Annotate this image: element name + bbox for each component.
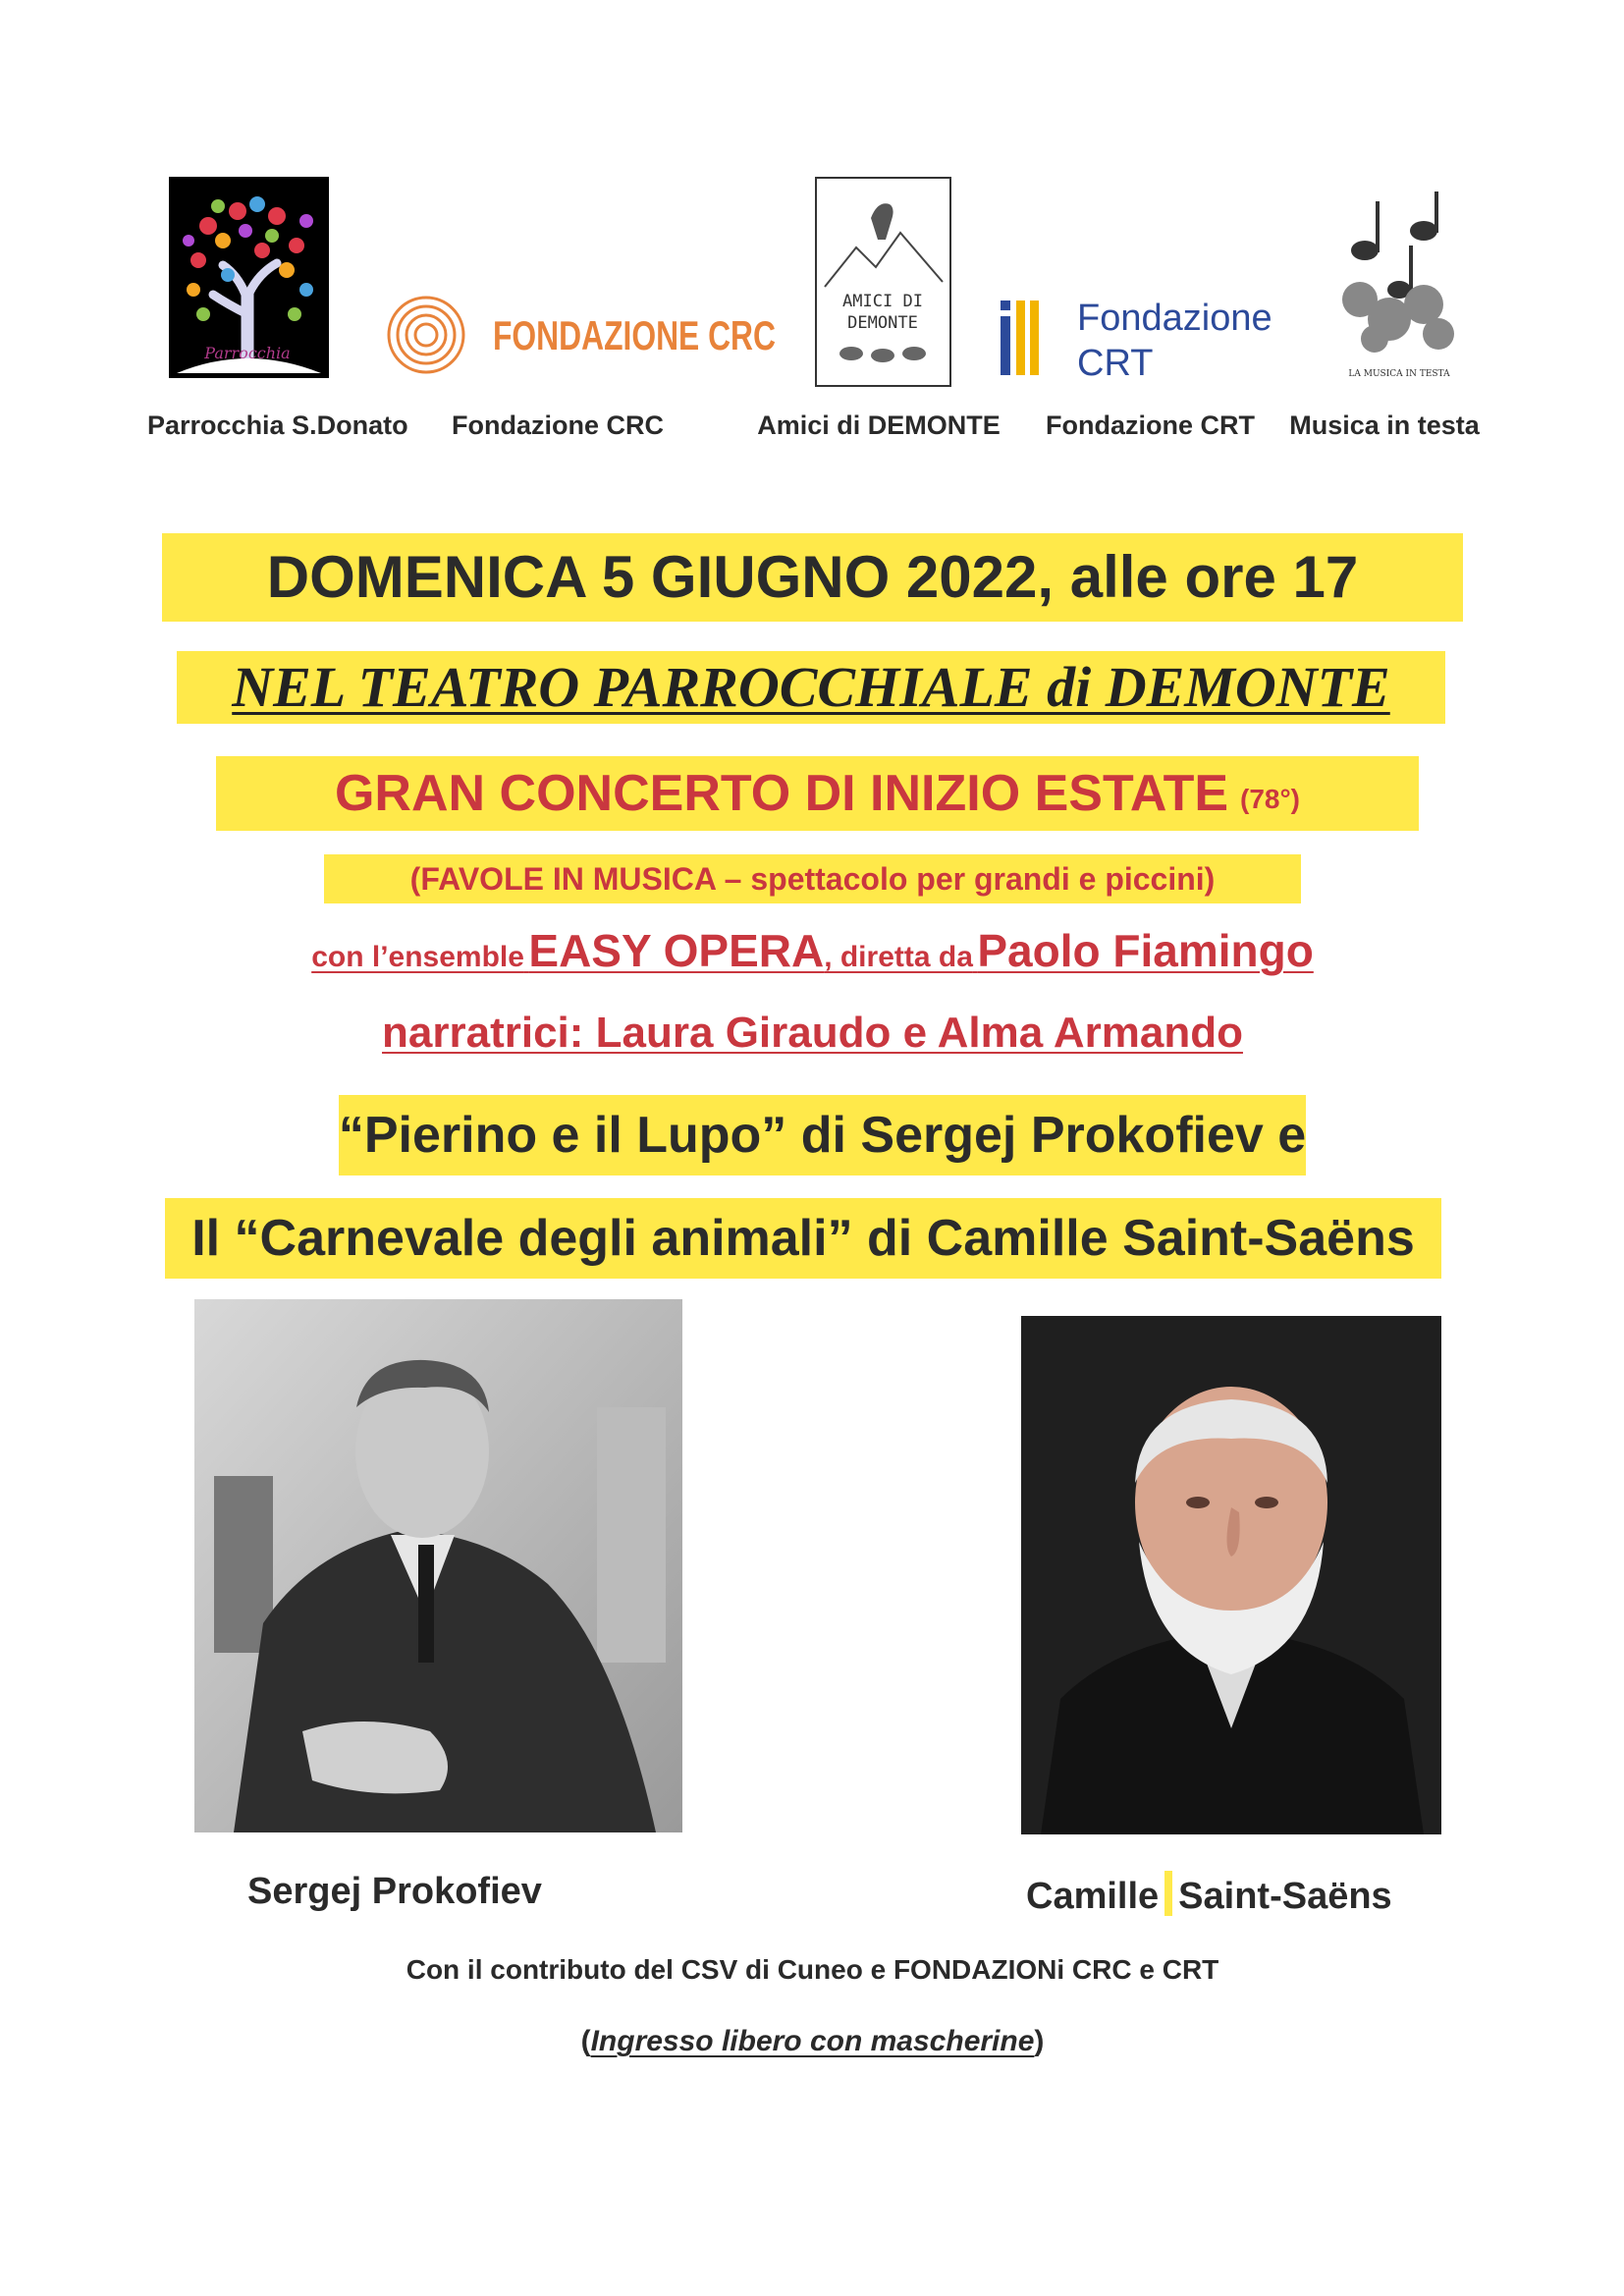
fondazione-crc-logo bbox=[383, 293, 781, 377]
svg-text:LA MUSICA IN TESTA: LA MUSICA IN TESTA bbox=[1348, 369, 1450, 379]
crc-rings-icon bbox=[383, 293, 781, 377]
event-title: GRAN CONCERTO DI INIZIO ESTATE (78°) bbox=[216, 756, 1419, 831]
work-saint-saens-line: Il “Carnevale degli animali” di Camille Saint-Saëns bbox=[165, 1198, 1441, 1279]
amici-di-demonte-logo bbox=[815, 177, 951, 387]
music-notes-icon bbox=[1330, 191, 1468, 383]
entry-note: (Ingresso libero con mascherine) bbox=[580, 2025, 1045, 2057]
musica-in-testa-logo bbox=[1330, 191, 1468, 383]
svg-text:DEMONTE: DEMONTE bbox=[847, 313, 918, 333]
prokofiev-portrait bbox=[194, 1299, 682, 1832]
ensemble-line bbox=[226, 925, 1399, 983]
sponsor-caption-parrocchia: Parrocchia S.Donato bbox=[147, 410, 408, 440]
crt-bars-icon bbox=[997, 295, 1281, 385]
director-prefix: , diretta da bbox=[824, 941, 973, 973]
edition-badge: (78°) bbox=[1240, 784, 1301, 814]
ensemble-prefix: con l’ensemble bbox=[311, 941, 524, 973]
ensemble-name: EASY OPERA bbox=[528, 925, 825, 976]
svg-text:FONDAZIONE CRC: FONDAZIONE CRC bbox=[493, 312, 776, 358]
event-venue-line: NEL TEATRO PARROCCHIALE di DEMONTE bbox=[177, 651, 1445, 724]
event-date-line: DOMENICA 5 GIUGNO 2022, alle ore 17 bbox=[162, 533, 1463, 622]
saint-saens-portrait bbox=[1021, 1316, 1441, 1834]
saint-saens-caption: Camille Saint-Saëns bbox=[1026, 1871, 1392, 1918]
narrators-line: narratrici: Laura Giraudo e Alma Armando bbox=[382, 1009, 1243, 1057]
sponsor-caption-crc: Fondazione CRC bbox=[452, 410, 664, 440]
bird-on-mountain-icon bbox=[817, 179, 949, 385]
svg-text:Parrocchia: Parrocchia bbox=[204, 344, 291, 362]
contribution-note: Con il contributo del CSV di Cuneo e FONDAZIONi CRC e CRT bbox=[406, 1954, 1219, 1985]
svg-text:CRT: CRT bbox=[1077, 343, 1154, 384]
event-subtitle: (FAVOLE IN MUSICA – spettacolo per grandi e piccini) bbox=[324, 854, 1301, 903]
fondazione-crt-logo bbox=[997, 295, 1281, 385]
sponsor-caption-musica: Musica in testa bbox=[1289, 410, 1480, 440]
highlight-mark bbox=[1164, 1871, 1172, 1916]
svg-text:AMICI DI: AMICI DI bbox=[842, 292, 923, 311]
sponsor-caption-crt: Fondazione CRT bbox=[1046, 410, 1255, 440]
tree-of-hearts-icon bbox=[169, 177, 329, 378]
prokofiev-caption: Sergej Prokofiev bbox=[247, 1871, 542, 1912]
sponsor-caption-amici: Amici di DEMONTE bbox=[757, 410, 1001, 440]
work-prokofiev-line: “Pierino e il Lupo” di Sergej Prokofiev e bbox=[339, 1095, 1306, 1175]
director-name: Paolo Fiamingo bbox=[977, 925, 1314, 976]
svg-text:Fondazione: Fondazione bbox=[1077, 298, 1272, 339]
parrocchia-logo bbox=[169, 177, 329, 378]
